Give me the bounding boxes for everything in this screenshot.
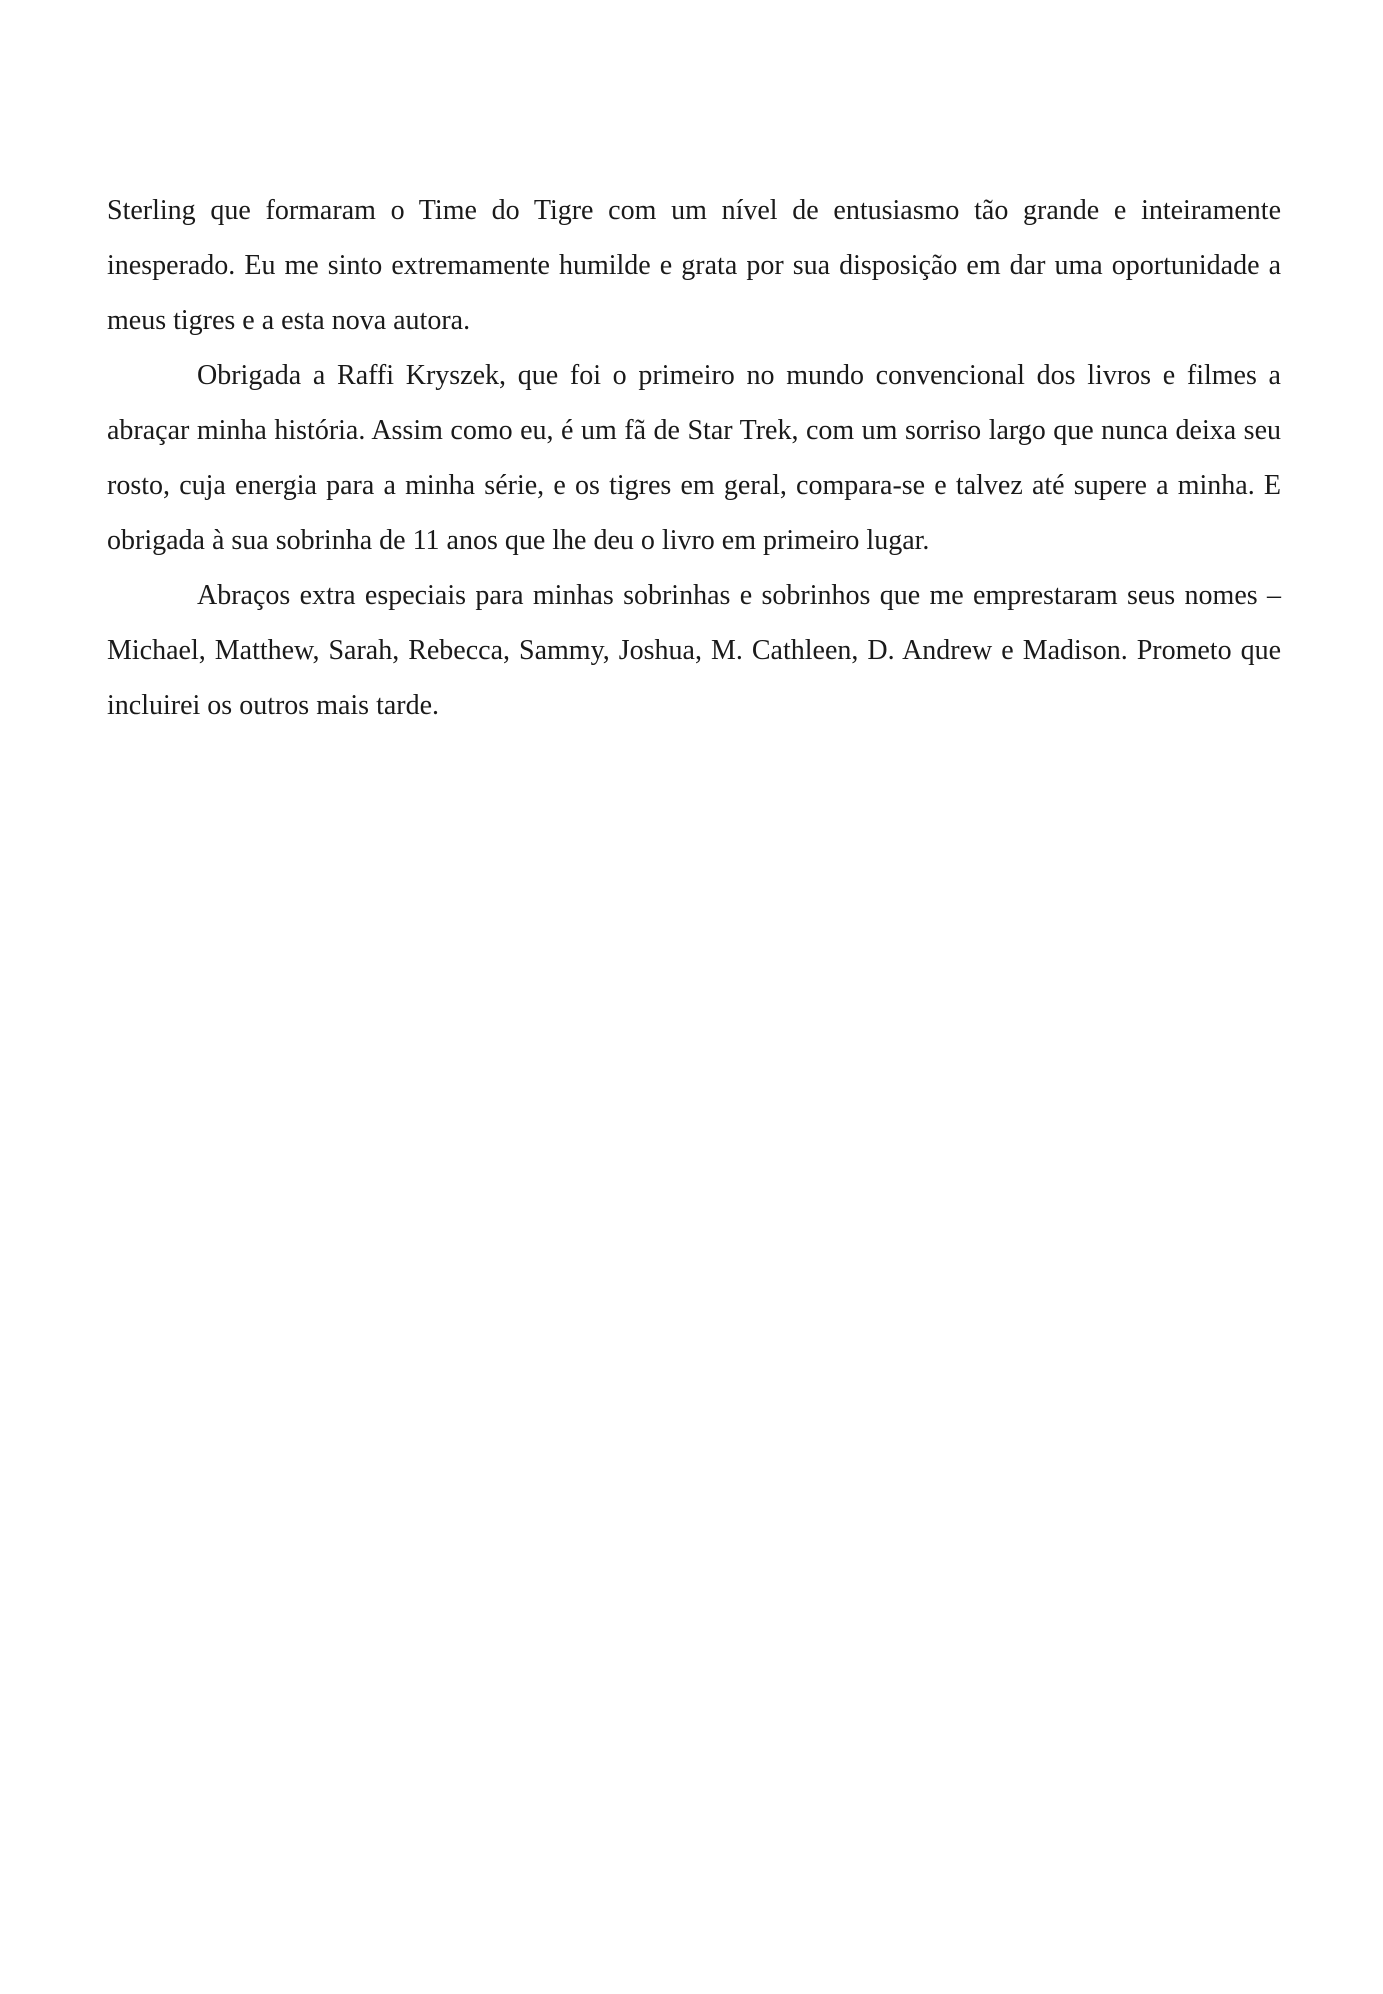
paragraph-continuation: Sterling que formaram o Time do Tigre com um nível de entusiasmo tão grande e inteiramente inesperado. Eu me sinto extremamente humilde e grata por sua disposição em dar uma oportunidade a meus tigres e a esta nova autora. [107, 195, 1281, 336]
body-text [107, 183, 1281, 733]
paragraph-raffi-kryszek: Obrigada a Raffi Kryszek, que foi o primeiro no mundo convencional dos livros e filmes a abraçar minha história. Assim como eu, é um fã de Star Trek, com um sorriso largo que nunca deixa seu rosto, cuja energia para a minha série, e os tigres em geral, compara-se e talvez até supere a minha. E obrigada à sua sobrinha de 11 anos que lhe deu o livro em primeiro lugar. [107, 360, 1281, 556]
paragraph-nieces-nephews: Abraços extra especiais para minhas sobrinhas e sobrinhos que me emprestaram seus nomes – Michael, Matthew, Sarah, Rebecca, Sammy, Joshua, M. Cathleen, D. Andrew e Madison. Prometo que incluirei os outros mais tarde. [107, 580, 1281, 721]
